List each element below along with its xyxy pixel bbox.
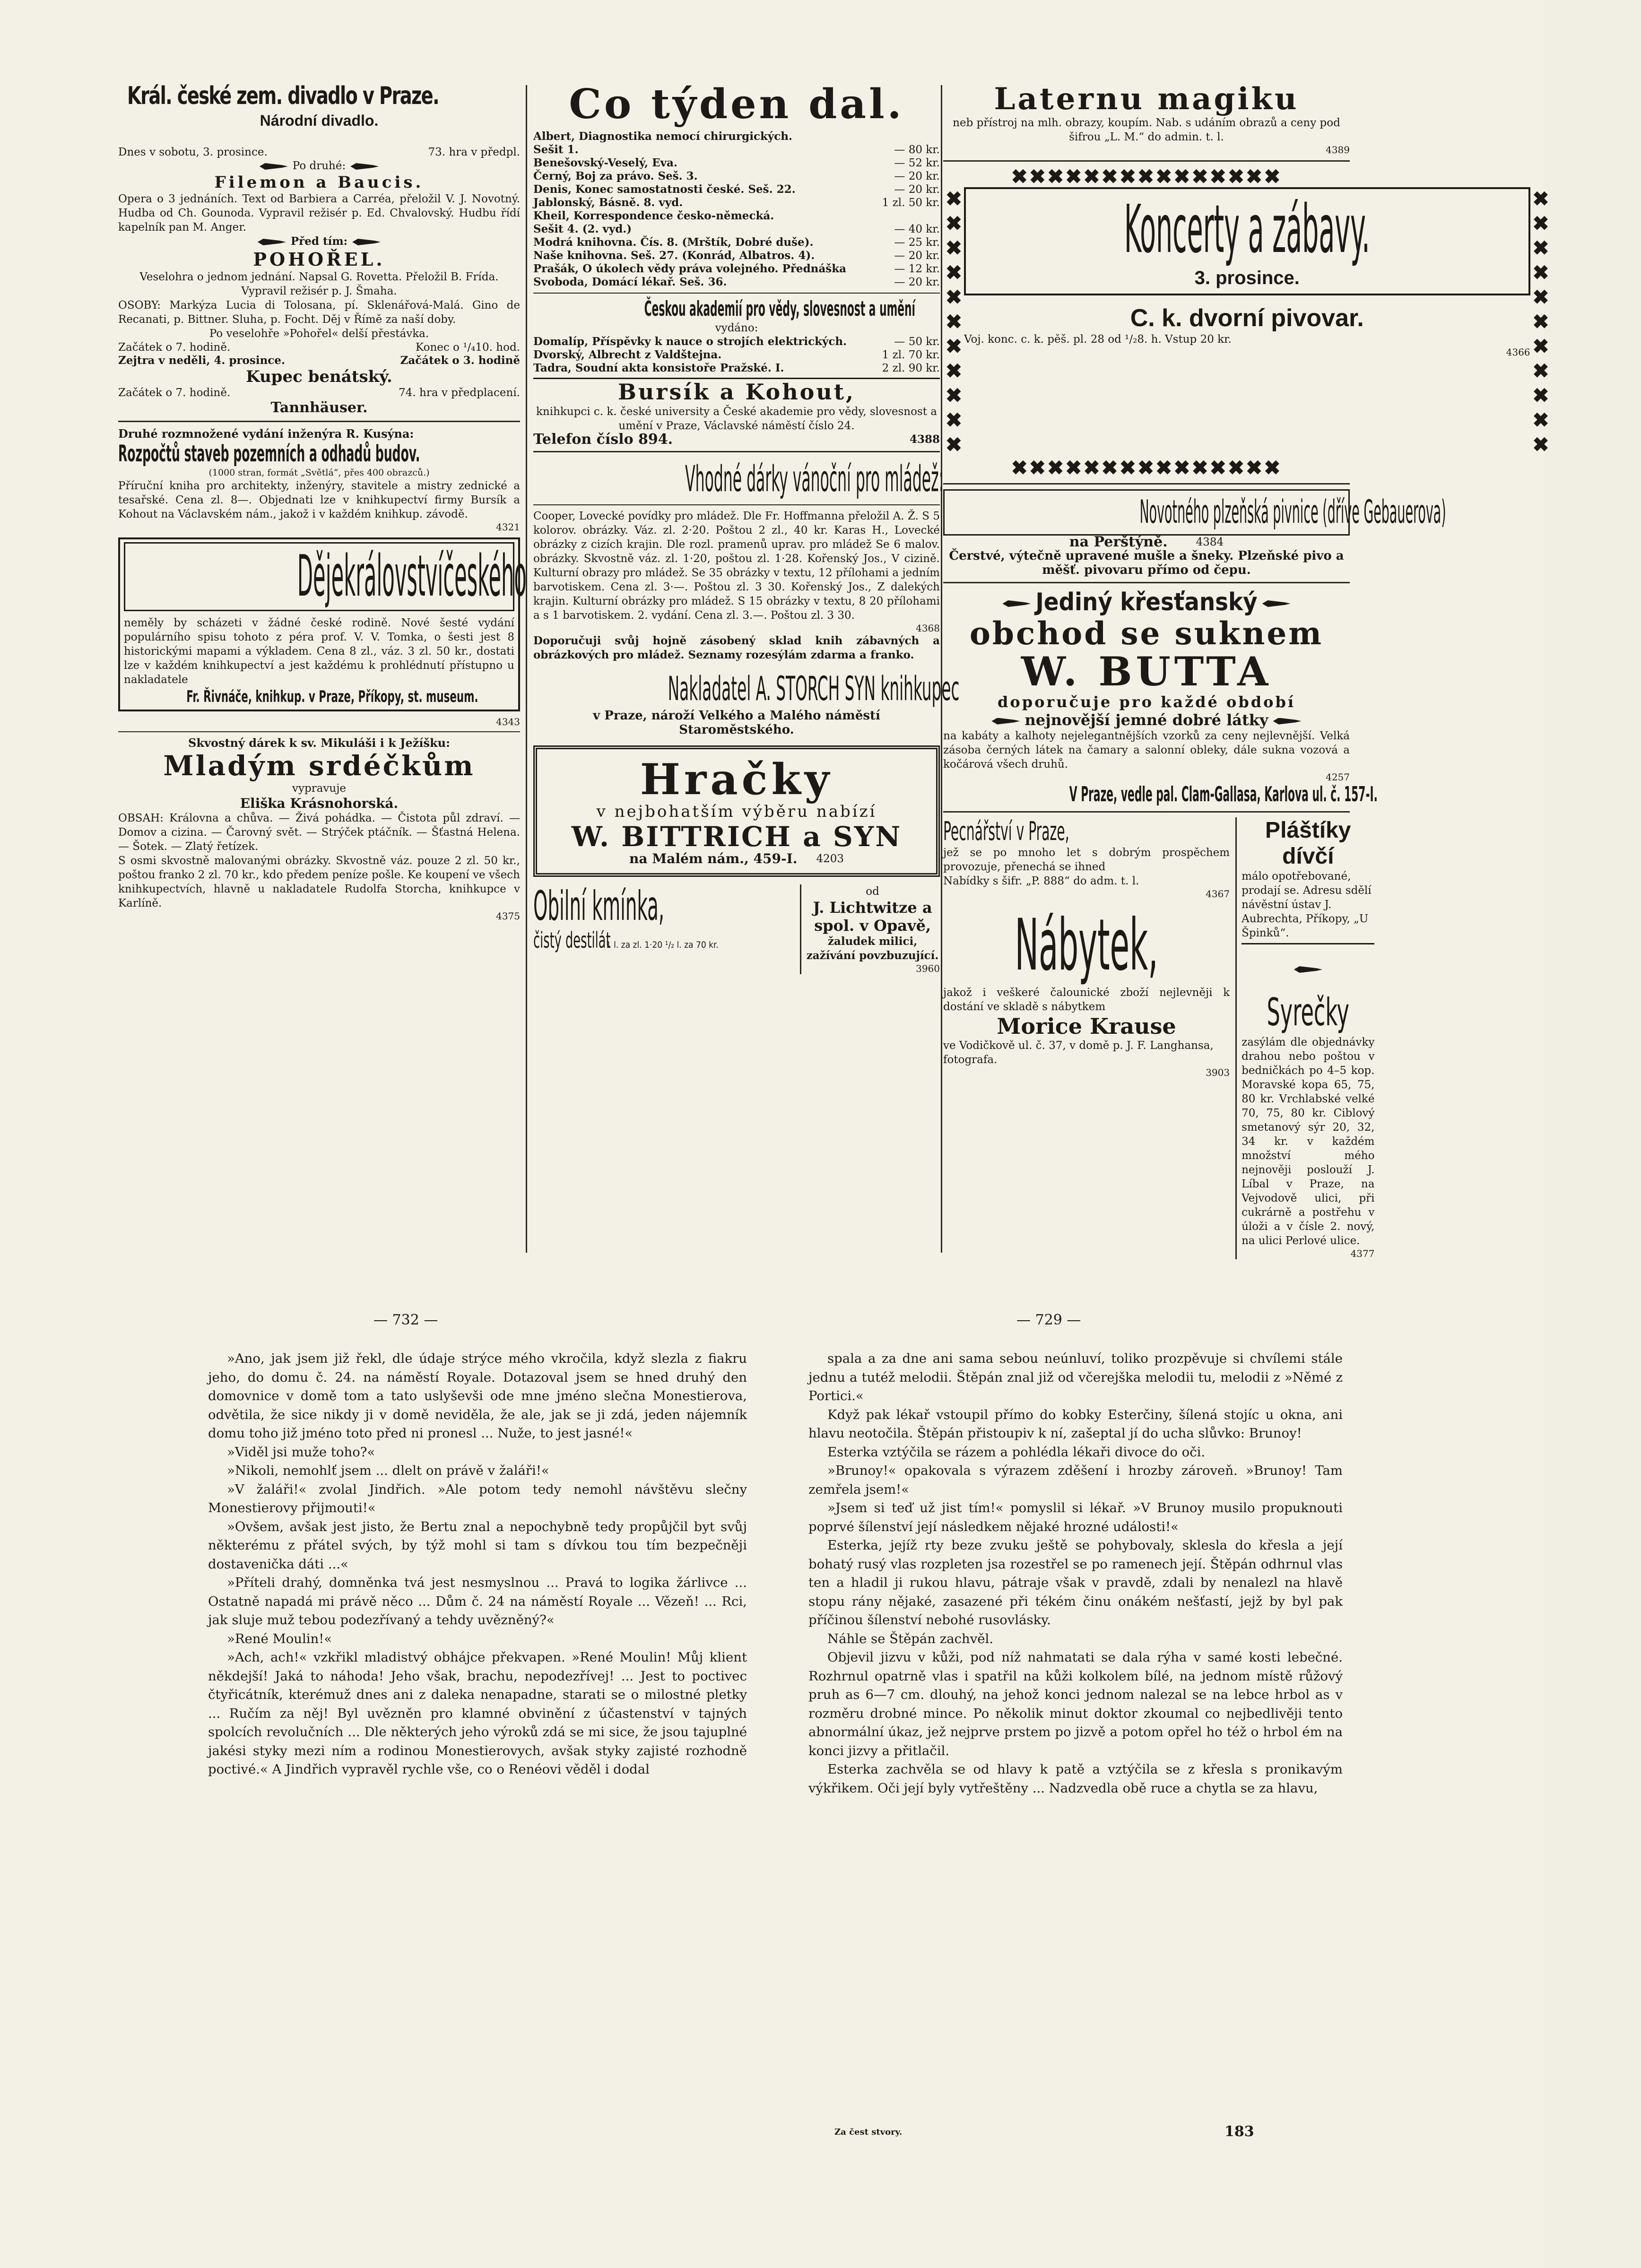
pub-title-wrap	[943, 489, 1446, 536]
book-list-item-price: — 20 kr.	[894, 250, 940, 262]
bursik-desc: knihkupci c. k. české university a České akademie pro vědy, slovesnost a umění v Praze, Václavské náměstí číslo 24.	[536, 406, 938, 432]
pointing-hand-icon	[258, 239, 286, 245]
pointing-hand-icon	[260, 163, 288, 170]
story-paragraph: Když pak lékař vstoupil přímo do kobky Esterčiny, šílená stojíc u okna, ani hlavu neotočila. Štěpán přistoupiv k ní, zašeptal jí do ucha slůvko: Brunoy!	[808, 1407, 1343, 1441]
book-list-item-name: Naše knihovna. Seš. 27. (Konrád, Albatros. 4).	[533, 249, 815, 262]
pub-title: Novotného plzeňská pivnice (dříve Gebauerova)	[1139, 493, 1446, 531]
book-sub: (1000 stran, formát „Světlá“, přes 400 obrazců.)	[208, 467, 430, 478]
gift-contents: OBSAH: Královna a chůva. — Živá pohádka. — Čistota půl zdraví. — Domov a cizina. — Čarovný svět. — Strýček ptáčník. — Šťastná Helena. — Šotek. — Zlatý řetízek.	[118, 812, 520, 853]
theatre-ad	[118, 83, 520, 130]
serial-story-left	[208, 1350, 747, 1779]
divider	[943, 811, 1350, 813]
ad-number: 4384	[1196, 536, 1224, 548]
book-list-item-name: Modrá knihovna. Čís. 8. (Mrštík, Dobré duše).	[533, 236, 814, 249]
grain-sub-row	[533, 928, 795, 952]
gifts-title-wrap	[533, 457, 944, 501]
grain-sub: čistý destilát	[533, 927, 611, 953]
toys-addr: na Malém nám., 459-I.	[629, 851, 798, 866]
ad-number: 4377	[1350, 1248, 1375, 1259]
before-label: Před tím:	[290, 235, 348, 248]
story-paragraph: Esterka vztýčila se rázem a pohlédla lékaři divoce do oči.	[827, 1444, 1206, 1460]
book-title: Rozpočtů staveb pozemních a odhadů budov.	[118, 441, 420, 467]
book-list-item-price: 1 zl. 70 kr.	[882, 349, 940, 361]
story-paragraph: spala a za dne ani sama sebou neúnluví, toliko prozpěvuje si chvílemi stále jednu a tutéž melodii. Štěpán znal již od včerejška melodii tu, melodii z »Němé z Portici.«	[808, 1351, 1343, 1403]
book-list-item-price: — 25 kr.	[894, 236, 940, 249]
page-number-right: — 729 —	[1016, 1312, 1081, 1328]
ad-number: 4389	[1326, 144, 1350, 156]
academy-book-list	[533, 335, 940, 375]
play1-desc: Opera o 3 jednáních. Text od Barbiera a Carréa, přeložil V. J. Novotný. Hudba od Ch. Gounoda. Vypravil režisér p. Ed. Chvalovský. Hudbu řídí kapelník pan M. Anger.	[118, 193, 520, 234]
story-paragraph: »Ano, jak jsem již řekl, dle údaje strýce mého vkročila, když slezla z fiakru jeho, do domu č. 24. na náměstí Royale. Dotazoval jsem se hned druhý den domovnice v domě tom a tato uslyševši ode mne jméno slečna Monestierova, odvětila, že sice nikdy ji v domě neviděla, že ale, jak se ji zdá, jeden nájemník domu toho již jméno toto před ni pronesl ... Nuže, to jest jasné!«	[208, 1351, 747, 1441]
show-line	[118, 146, 520, 159]
plastik-desc: málo opotřebované, prodají se. Adresu sdělí návěstní ústav J. Aubrechta, Příkopy, „U Špinků“.	[1242, 870, 1372, 939]
cross-border-left: ✖✖✖✖✖✖✖✖✖✖✖	[942, 187, 965, 458]
tomorrow-date: Zejtra v neděli, 4. prosince.	[118, 354, 285, 367]
story-paragraph: Esterka zachvěla se od hlavy k patě a vztýčila se z křesla s pronikavým výkřikem. Oči její byly vytřeštěny ... Nadzvedla obě ruce a chytla se za hlavu,	[808, 1762, 1343, 1796]
furniture-desc: jakož i veškeré čalounické zboží nejlevněji k dostání ve skladě s nábytkem	[943, 987, 1230, 1013]
start-time: Začátek o 7. hodině.	[118, 341, 231, 354]
grain-firm-pre: od	[866, 885, 879, 898]
weekly-title: Co týden dal.	[569, 80, 904, 128]
book-list-item	[533, 276, 940, 289]
toys-title: Hračky	[640, 754, 834, 805]
grain-title-wrap	[533, 884, 795, 928]
pointing-hand-icon	[1294, 966, 1322, 973]
book-list-item-price: 1 zl. 50 kr.	[882, 197, 940, 209]
story-paragraph: »Viděl jsi muže toho?«	[227, 1444, 375, 1460]
book-list-item	[533, 223, 940, 236]
first-label: Po druhé:	[292, 160, 346, 172]
divider	[118, 731, 520, 732]
academy-title-wrap	[533, 297, 940, 321]
bursik-phone: Telefon číslo 894.	[533, 431, 673, 448]
furniture-title: Nábytek,	[1015, 904, 1158, 987]
grain-note: žaludek milici, zažívání povzbuzující.	[806, 935, 939, 962]
tomorrow-start: Začátek o 3. hodině	[400, 354, 520, 367]
cloth-recommends: doporučuje pro každé období	[997, 693, 1296, 711]
play2-desc: Veselohra o jednom jednání. Napsal G. Rovetta. Přeložil B. Frída. Vypravil režisér p. J. Šmaha.	[139, 271, 499, 297]
academy-title: Českou akademií pro vědy, slovesnost a umění	[644, 297, 915, 321]
book-list-item-name: Denis, Konec samostatnosti české. Seš. 22.	[533, 183, 796, 196]
history-publisher-wrap	[124, 687, 514, 707]
play3-start: Začátek o 7. hodině.	[118, 387, 231, 399]
gifts-foot: Doporučuji svůj hojně zásobený sklad knih zábavných a obrázkových pro mládež. Seznamy rozesýlám zdarma a franko.	[533, 634, 940, 661]
book-list-item-name: Prašák, O úkolech vědy práva volejného. Přednáška	[533, 262, 847, 275]
before-label-row	[118, 234, 520, 249]
history-title: Dějekrálovstvíčeského	[297, 544, 527, 609]
story-paragraph: Objevil jizvu v kůži, pod níž nahmatati se dala rýha v samé kosti lebečné. Rozhrnul opatrně vlas i spatřil na kůži kolkolem bílé, na jednom místě růžový pruh as 6—7 cm. dlouhý, na jehož konci jednom nalezal se na lebce hrbol as v rozměru drobné mince. Po několik minut doktor zkoumal co nejbedlivěji tento abnormální úkaz, jež nejprve prstem po jizvě a potom opřel ho též o hrbol ém na konci jizvy a přitlačil.	[808, 1650, 1343, 1758]
concert-box	[964, 187, 1530, 295]
play3-title: Kupec benátský.	[246, 367, 392, 386]
book-desc: Příruční kniha pro architekty, inženýry, stavitele a mistry zednické a tesařské. Cena zl. 8—. Objednati lze v knihkupectví firmy Bursík a Kohout na Václavském nám., jakož i v každém knihkup. závodě.	[118, 480, 520, 520]
cloth-name: W. BUTTA	[1021, 648, 1272, 695]
furniture-title-wrap	[943, 905, 1230, 986]
story-paragraph: »Ovšem, avšak jest jisto, že Bertu znal a nepochybně tedy propůjčil byt svůj některému z přátel svých, by týž mohl si tam s dívkou tou tím bezpečněji dostavenička dáti ...«	[208, 1519, 747, 1572]
play2-cast: OSOBY: Markýza Lucia di Tolosana, pí. Sklenářová-Malá. Gino de Recanati, p. Bittner. Sluha, p. Focht. Děj v Římě za naší doby.	[118, 299, 520, 326]
cloth-ad	[943, 588, 1378, 806]
story-paragraph: »Jsem si teď už jist tím!« pomyslil si lékař. »V Brunoy musilo propuknouti poprvé šílenství její následkem nějaké hrozné události!«	[808, 1500, 1343, 1534]
lantern-desc: neb přístroj na mlh. obrazy, koupím. Nab. s udáním obrazů a ceny pod šifrou „L. M.“ do admin. t. l.	[953, 117, 1340, 143]
toys-ad	[533, 745, 940, 877]
cheese-title: Syrečky	[1267, 990, 1350, 1034]
book-list-item	[533, 196, 940, 209]
book-list-item-price: — 52 kr.	[894, 157, 940, 169]
book-list-item-name: Sešit 4. (2. vyd.)	[533, 223, 632, 235]
grain-title: Obilní kmínka,	[533, 883, 665, 930]
toys-addr-row	[545, 852, 929, 866]
book-list-item	[533, 262, 940, 276]
book-list-item-price: 2 zl. 90 kr.	[882, 362, 940, 374]
play3-subscription: 74. hra v předplacení.	[399, 387, 520, 399]
bakery-title-wrap	[943, 817, 1230, 846]
ad-number: 4366	[1506, 346, 1530, 358]
play4-title: Tannhäuser.	[270, 399, 368, 416]
story-paragraph: »Příteli drahý, domněnka tvá jest nesmyslnou ... Pravá to logika žárlivce ... Ostatně napadá mi právě něco ... Dům č. 24 na náměstí Royale ... Vězeň! ... Rci, jak sluje muž tebou podezřívaný a tehdy uvězněný?«	[208, 1575, 747, 1627]
concert-title-wrap	[968, 192, 1527, 268]
history-desc: neměly by scházeti v žádné české rodině. Nové šesté vydání populárního spisu tohoto z péra prof. V. V. Tomka, o šesti jest 8 historickými mapami a výkladem. Cena 8 zl., váz. 3 zl. 50 kr., dostati lze v každém knihkupectví a jest každému k prohlédnutí přístupno u nakladatele	[124, 617, 514, 686]
brewery-title: C. k. dvorní pivovar.	[1130, 304, 1364, 332]
history-ad	[118, 537, 527, 711]
grain-prices: 1 l. za zl. 1·20 ¹/₂ l. za 70 kr.	[606, 940, 719, 950]
gifts-title: Vhodné dárky vánoční pro mládež:	[685, 458, 944, 500]
storch-title-wrap	[533, 669, 960, 709]
book-list-item-price: — 12 kr.	[894, 263, 940, 275]
book-list-item-name: Tadra, Soudní akta konsistoře Pražské. I.	[533, 362, 784, 374]
divider	[533, 451, 940, 452]
pub-addr: na Perštýně.	[1069, 534, 1168, 550]
academy-sub: vydáno:	[715, 322, 758, 334]
story-paragraph: Esterka, jejíž rty beze zvuku ještě se pohybovaly, sklesla do křesla a její bohatý rusý vlas rozpleten jsa rozestřel se po ramenech její. Štěpán odhrnul vlas ten a hladil ji rukou hlavu, pátraje však v pravdě, zdali by nenalezl na hlavě stopu rány nějaké, zasazené při tékém činu onákém nešťastí, jejž by byl pak příčinou šílenství nebohé rusovlásky.	[808, 1538, 1343, 1627]
bottom-left	[943, 817, 1230, 1259]
grain-firm: J. Lichtwitze a spol. v Opavě,	[813, 899, 932, 935]
toys-firm: W. BITTRICH a SYN	[571, 821, 902, 853]
storch-title: Nakladatel A. STORCH SYN knihkupec	[668, 669, 960, 708]
book-head: Druhé rozmnožené vydání inženýra R. Kusýna:	[118, 427, 414, 441]
book-list-item-name: Kheil, Korrespondence česko-německá.	[533, 209, 774, 222]
ad-number: 4367	[1206, 888, 1230, 900]
pub-ad	[943, 489, 1446, 577]
column-2	[533, 80, 960, 1255]
ad-number: 4343	[496, 716, 520, 727]
book-list-item-name: Albert, Diagnostika nemocí chirurgických.	[533, 130, 793, 143]
grain-right	[800, 884, 940, 974]
bakery-desc: jež se po mnoho let s dobrým prospěchem provozuje, přenechá se ihned	[943, 847, 1230, 873]
continued-note: Za čest stvory.	[834, 2127, 903, 2137]
book-list-item	[533, 236, 940, 249]
ad-number: 3903	[1206, 1067, 1230, 1078]
book-ad	[118, 427, 520, 533]
theatre-subtitle: Národní divadlo.	[260, 112, 379, 129]
story-paragraph: »Brunoy!« opakovala s výrazem zděšení i hrozby zároveň. »Brunoy! Tam zemřela jsem!«	[808, 1463, 1343, 1497]
bakery-offer: Nabídky s šifr. „P. 888“ do adm. t. l.	[943, 875, 1139, 887]
pub-desc: Čerstvé, výtečně upravené mušle a šneky. Plzeňské pivo a měšť. pivovaru přímo od čepu.	[949, 549, 1344, 577]
book-list-item	[533, 143, 940, 156]
lantern-title: Laternu magiku	[994, 81, 1299, 117]
ad-number: 4321	[496, 521, 520, 533]
book-list-item	[533, 209, 940, 223]
grain-ad	[533, 884, 940, 974]
book-title-wrap	[118, 441, 520, 467]
column-rule	[526, 85, 527, 1253]
show-subscription: 73. hra v předpl.	[428, 146, 520, 158]
gift-by: vypravuje	[292, 782, 346, 795]
pointing-hand-icon	[350, 163, 379, 170]
toys-line1: v nejbohatším výběru nabízí	[596, 802, 877, 821]
ad-number: 4388	[909, 433, 940, 446]
pointing-hand-icon	[352, 239, 381, 245]
book-list-item-name: Svoboda, Domácí lékař. Seš. 36.	[533, 276, 727, 288]
cloth-addr-wrap	[943, 782, 1378, 806]
cloth-title: obchod se suknem	[969, 615, 1324, 652]
book-list-item	[533, 348, 940, 362]
gift-desc: S osmi skvostně malovanými obrázky. Skvostně váz. pouze 2 zl. 50 kr., poštou franko 2 zl. 70 kr., kdo předem peníze pošle. Ke koupení ve všech knihkupectvích, hlavně u nakladatele Rudolfa Storcha, knihkupce v Karlíně.	[118, 855, 520, 909]
gift-ad	[118, 736, 520, 922]
cheese-title-row	[1242, 943, 1374, 1035]
book-list-item-price: — 50 kr.	[894, 336, 940, 348]
pointing-hand-icon	[1262, 600, 1291, 607]
cross-border-bottom: ✖✖✖✖✖✖✖✖✖✖✖✖✖✖✖	[1011, 456, 1282, 479]
pointing-hand-icon	[991, 718, 1020, 725]
divider	[533, 293, 940, 294]
tomorrow-row	[118, 354, 520, 367]
play2-title: POHOŘEL.	[253, 249, 385, 270]
ad-number: 4368	[916, 623, 940, 634]
concert-date: 3. prosince.	[1194, 268, 1300, 288]
concert-body	[964, 187, 1530, 458]
ad-number: 4203	[816, 853, 844, 865]
history-title-wrap	[124, 542, 527, 611]
book-list-item-name: Benešovský-Veselý, Eva.	[533, 156, 677, 169]
book-list-item-price: — 80 kr.	[894, 144, 940, 156]
plastik-title: Pláštíky dívčí	[1265, 818, 1351, 869]
play1-title: Filemon a Baucis.	[214, 173, 424, 192]
story-paragraph: »Ach, ach!« vzkřikl mladistvý obhájce překvapen. »René Moulin! Můj klient někdejší! Jaká to náhoda! Jeho však, brachu, nepodezřívej! ... Jest to poctivec čtyřicátník, kterémuž dnes ani z daleka nenapadne, starati se o milostné pletky ... Ručím za něj! Byl uvězněn pro klamné obvinění z účastenství v tajných spolcích revolučních ... Dle některých jeho výroků zdá se mi sice, že jsou tajuplné jakési styky mezi ním a rodinou Monestierovych, avšak styky zajisté rozhodně poctivé.« A Jindřich vypravěl rychle vše, co o Renéovi věděl i dodal	[208, 1650, 747, 1777]
book-list-item	[533, 130, 940, 143]
page-number-left: — 732 —	[373, 1312, 438, 1328]
interval-note: Po veselohře »Pohořel« delší přestávka.	[209, 328, 429, 340]
bakery-title: Pecnářství v Praze,	[943, 816, 1069, 846]
bursik-phone-row	[533, 433, 940, 446]
weekly-book-list	[533, 130, 940, 289]
divider	[943, 160, 1350, 162]
book-list-item-name: Domalíp, Příspěvky k nauce o strojích elektrických.	[533, 335, 847, 348]
end-time: Konec o ¹/₄10. hod.	[416, 341, 520, 354]
first-label-row	[118, 159, 520, 173]
pub-addr-row	[943, 536, 1350, 549]
book-list-item	[533, 362, 940, 375]
book-list-item-price: — 20 kr.	[894, 276, 940, 288]
pointing-hand-icon	[1002, 600, 1031, 607]
book-list-item	[533, 335, 940, 348]
concert-title: Koncerty a zábavy.	[1124, 191, 1370, 268]
cloth-latest: nejnovější jemné dobré látky	[1025, 711, 1268, 729]
theatre-title: Král. české zem. divadlo v Praze.	[127, 82, 439, 110]
history-publisher: Fr. Řivnáče, knihkup. v Praze, Příkopy, st. museum.	[186, 687, 478, 706]
gift-head: Skvostný dárek k sv. Mikuláši i k Ježíšku:	[188, 736, 450, 750]
cloth-head: Jediný křesťanský	[1035, 588, 1258, 616]
bottom-right	[1235, 817, 1374, 1259]
book-list-item-name: Dvorský, Albrecht z Valdštejna.	[533, 348, 722, 361]
bottom-ads	[943, 816, 1375, 1259]
story-paragraph: »René Moulin!«	[227, 1631, 332, 1646]
cloth-addr: V Praze, vedle pal. Clam-Gallasa, Karlova ul. č. 157-I.	[1069, 782, 1378, 806]
storch-desc: v Praze, nároží Velkého a Malého náměstí Staroměstského.	[593, 709, 880, 737]
bursik-title: Bursík a Kohout,	[533, 378, 940, 405]
story-paragraph: »V žaláři!« zvolal Jindřich. »Ale potom tedy nemohl návštěvu slečny Monestierovy přijmouti!«	[208, 1481, 747, 1515]
column-1	[118, 82, 527, 1104]
gift-author: Eliška Krásnohorská.	[240, 796, 399, 811]
book-list-item-name: Jablonský, Básně. 8. vyd.	[533, 196, 683, 209]
cross-border-right: ✖✖✖✖✖✖✖✖✖✖✖	[1529, 187, 1553, 458]
gift-title: Mladým srdéčkům	[163, 750, 475, 782]
sheet-number: 183	[1224, 2123, 1254, 2140]
book-list-item-price: — 20 kr.	[894, 183, 940, 196]
show-date: Dnes v sobotu, 3. prosince.	[118, 146, 268, 158]
cloth-desc: na kabáty a kalhoty nejelegantnějších vzorků za ceny nejlevnější. Velká zásoba černých látek na čamary a salonní obleky, dále sukna vozová a kočárová všech druhů.	[943, 730, 1350, 770]
ad-number: 4375	[496, 910, 520, 922]
play3-row	[118, 386, 520, 399]
book-list-item	[533, 183, 940, 196]
serial-story-right	[808, 1350, 1343, 1798]
start-row	[118, 341, 520, 354]
pointing-hand-icon	[1273, 718, 1302, 725]
divider	[533, 504, 940, 505]
book-list-item	[533, 249, 940, 262]
brewery-desc: Voj. konc. c. k. pěš. pl. 28 od ¹/₂8. h. Vstup 20 kr.	[964, 333, 1232, 346]
cheese-desc: zasýlám dle objednávky drahou nebo poštou v bedničkách po 4–5 kop. Moravské kopa 65, 75, 80 kr. Vrchlabské velké 70, 75, 80 kr. Ciblový smetanový sýr 20, 32, 34 kr. v každém množství mého nejnověji poslouží J. Líbal v Praze, na Vejvodově ulici, při cukrárně a postřehu v úloži a v čísle 2. nový, na ulici Perlové ulice.	[1242, 1036, 1375, 1247]
furniture-addr: ve Vodičkově ul. č. 37, v domě p. J. F. Langhansa, fotografa.	[943, 1039, 1214, 1066]
book-list-item-name: Sešit 1.	[533, 143, 579, 156]
book-list-item-name: Černý, Boj za právo. Seš. 3.	[533, 170, 698, 182]
gifts-desc: Cooper, Lovecké povídky pro mládež. Dle Fr. Hoffmanna přeložil A. Ž. S 5 kolorov. obrázky. Váz. zl. 2·20. Poštou 2 zl., 40 kr. Karas H., Lovecké obrázky z cizích krajin. Dle rozl. pramenů uprav. pro mládež Se 6 malov. obrázky. Skvostně váz. zl. 1·20, poštou zl. 1·28. Kořenský Jos., V cizině. Kulturní obrazy pro mládež. Se 35 obrázky v textu, 12 přílohami a jedním barvotiskem. Cena zl. 3·—. Poštou zl. 3 30. Kořenský Jos., Z dalekých krajin. Kulturní obrázky pro mládež. S 15 obrázky v textu, 8 20 přílohami a s 1 barvotiskem. 2. vydání. Cena zl. 3.—. Poštou zl. 3 30.	[533, 510, 940, 622]
column-3	[942, 81, 1553, 1274]
book-list-item-price: — 40 kr.	[894, 223, 940, 235]
divider	[118, 421, 520, 422]
divider	[943, 582, 1350, 583]
cross-border-top: ✖✖✖✖✖✖✖✖✖✖✖✖✖✖✖	[1011, 165, 1282, 188]
divider	[943, 483, 1350, 485]
furniture-name: Morice Krause	[997, 1013, 1176, 1039]
concert-ad	[942, 165, 1553, 479]
book-list-item	[533, 170, 940, 183]
story-paragraph: »Nikoli, nemohlť jsem ... dlelt on právě v žaláři!«	[227, 1463, 549, 1478]
grain-left	[533, 884, 795, 974]
book-list-item-price: — 20 kr.	[894, 170, 940, 182]
cloth-latest-row	[943, 711, 1350, 729]
concert-frame	[942, 187, 1553, 458]
story-paragraph: Náhle se Štěpán zachvěl.	[827, 1631, 994, 1646]
ad-number: 3960	[916, 963, 940, 974]
book-list-item	[533, 156, 940, 170]
cloth-head-row	[943, 588, 1350, 616]
ad-number: 4257	[1326, 771, 1350, 783]
